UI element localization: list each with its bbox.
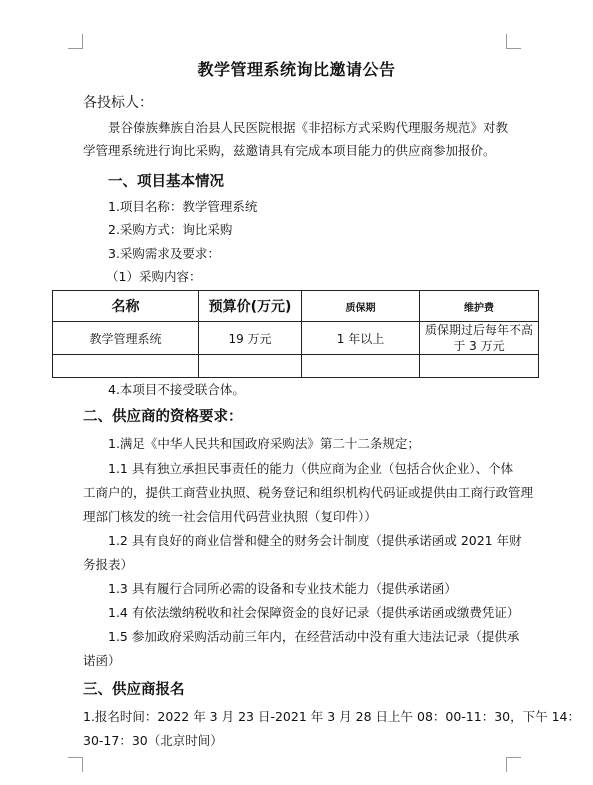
table-row bbox=[53, 355, 539, 378]
document-title: 教学管理系统询比邀请公告 bbox=[197, 60, 396, 79]
section2-line: 1.1 具有独立承担民事责任的能力（供应商为企业（包括合伙企业）、个体 bbox=[108, 461, 514, 476]
table-cell: 质保期过后每年不高于 3 万元 bbox=[420, 322, 539, 355]
page-corner-mark bbox=[506, 34, 521, 49]
section2-line: 诺函） bbox=[83, 653, 121, 668]
table-header-cell: 预算价(万元) bbox=[199, 291, 302, 322]
page-corner-mark bbox=[506, 757, 521, 772]
section1-item: （1）采购内容： bbox=[106, 269, 202, 284]
table-header-cell: 维护费 bbox=[420, 291, 539, 322]
section3-line: 1.报名时间：2022 年 3 月 23 日-2021 年 3 月 28 日上午 08：00-11：30，下午 14： bbox=[83, 709, 580, 724]
page-corner-mark bbox=[68, 757, 83, 772]
section1-note: 4.本项目不接受联合体。 bbox=[108, 382, 245, 397]
page-corner-mark bbox=[68, 34, 83, 49]
table-row bbox=[53, 322, 539, 355]
section2-line: 工商户的，提供工商营业执照、税务登记和组织机构代码证或提供由工商行政管理 bbox=[83, 485, 534, 500]
section1-item: 3.采购需求及要求： bbox=[108, 246, 220, 261]
table-cell bbox=[199, 355, 302, 378]
table-header-cell: 名称 bbox=[53, 291, 199, 322]
section-heading-1: 一、项目基本情况 bbox=[108, 174, 224, 190]
intro-line: 学管理系统进行询比采购，兹邀请具有完成本项目能力的供应商参加报价。 bbox=[83, 143, 496, 158]
table-cell bbox=[420, 355, 539, 378]
section2-line: 1.3 具有履行合同所必需的设备和专业技术能力（提供承诺函） bbox=[108, 581, 457, 596]
intro-line: 景谷傣族彝族自治县人民医院根据《非招标方式采购代理服务规范》对教 bbox=[108, 120, 509, 135]
section2-line: 1.5 参加政府采购活动前三年内，在经营活动中没有重大违法记录（提供承 bbox=[108, 629, 520, 644]
section2-line: 1.2 具有良好的商业信誉和健全的财务会计制度（提供承诺函或 2021 年财 bbox=[108, 533, 522, 548]
section2-line: 1.满足《中华人民共和国政府采购法》第二十二条规定； bbox=[108, 436, 420, 451]
procurement-table bbox=[52, 290, 539, 378]
section-heading-3: 三、供应商报名 bbox=[83, 682, 185, 698]
table-cell: 1 年以上 bbox=[302, 322, 420, 355]
section3-line: 30-17：30（北京时间） bbox=[83, 733, 223, 748]
table-cell bbox=[53, 355, 199, 378]
table-header-row bbox=[53, 291, 539, 322]
section1-item: 2.采购方式：询比采购 bbox=[108, 222, 233, 237]
section1-item: 1.项目名称：教学管理系统 bbox=[108, 199, 258, 214]
table-cell bbox=[302, 355, 420, 378]
table-header-cell: 质保期 bbox=[302, 291, 420, 322]
table-cell: 教学管理系统 bbox=[53, 322, 199, 355]
section2-line: 务报表） bbox=[83, 557, 134, 572]
section2-line: 理部门核发的统一社会信用代码营业执照（复印件）） bbox=[83, 509, 377, 524]
section-heading-2: 二、供应商的资格要求： bbox=[83, 409, 243, 425]
table-cell: 19 万元 bbox=[199, 322, 302, 355]
salutation: 各投标人： bbox=[83, 95, 153, 111]
section2-line: 1.4 有依法缴纳税收和社会保障资金的良好记录（提供承诺函或缴费凭证） bbox=[108, 605, 520, 620]
